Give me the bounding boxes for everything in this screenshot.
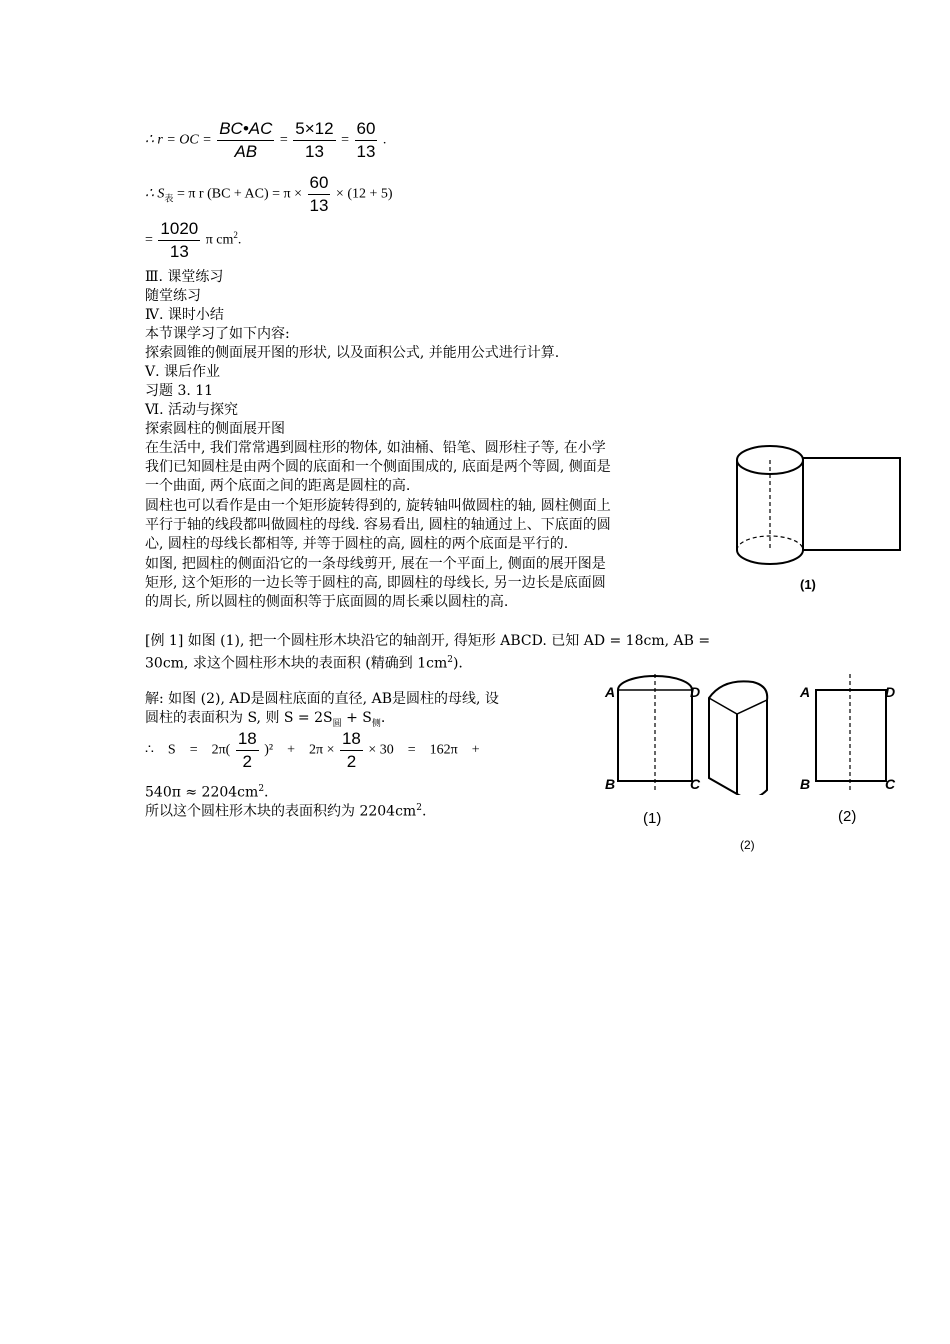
para-line-8: 矩形, 这个矩形的一边长等于圆柱的高, 即圆柱的母线长, 另一边长是底面圆 — [145, 575, 606, 591]
cylinder-unroll-figure — [733, 440, 913, 570]
example-line-2 — [145, 651, 463, 673]
figure-2-sub2-label: (2) — [838, 808, 857, 825]
sol2sub1: 圆 — [332, 718, 342, 729]
point-D-left: D — [690, 684, 701, 700]
practice-line: 随堂练习 — [145, 288, 201, 304]
r-frac3-den: 13 — [356, 142, 376, 161]
eq-sign: = — [279, 132, 288, 148]
r-frac1-den: AB — [234, 142, 258, 161]
sol3-frac2-den: 2 — [346, 752, 357, 771]
example-line-2b: ). — [452, 655, 463, 672]
para-line-3: 一个曲面, 两个底面之间的距离是圆柱的高. — [145, 478, 411, 494]
r-frac2-num: 5×12 — [293, 118, 335, 141]
section-4-heading: Ⅳ. 课时小结 — [145, 307, 224, 323]
r-frac1 — [217, 118, 274, 163]
sol3-frac1-den: 2 — [242, 752, 253, 771]
sol4b: . — [264, 784, 269, 801]
explore-title: 探索圆柱的侧面展开图 — [145, 421, 285, 437]
example-sup: 2 — [447, 655, 453, 665]
point-B-left: B — [605, 776, 616, 792]
r-prefix: ∴ r = OC = — [145, 132, 212, 148]
sol3b: )² + 2π × — [264, 742, 335, 758]
solution-line-3 — [145, 728, 480, 773]
r-frac3 — [355, 118, 378, 163]
sol3c: × 30 = 162π + — [368, 742, 480, 758]
eq-sign: = — [341, 132, 349, 148]
sol3-frac1 — [236, 728, 259, 773]
figure-1-label: (1) — [800, 577, 816, 592]
r-frac3-num: 60 — [355, 118, 378, 141]
s-formula — [145, 172, 393, 217]
r-frac2 — [293, 118, 335, 163]
point-D-right: D — [885, 684, 896, 700]
period: . — [382, 132, 387, 148]
res-prefix: = — [145, 232, 153, 248]
para-line-5: 平行于轴的线段都叫做圆柱的母线. 容易看出, 圆柱的轴通过上、下底面的圆 — [145, 517, 611, 533]
res-sup: 2 — [233, 230, 238, 241]
para-line-6: 心, 圆柱的母线长都相等, 并等于圆柱的高, 圆柱的两个底面是平行的. — [145, 536, 569, 552]
rectangle-abcd-figure — [808, 670, 888, 795]
sol5b: . — [421, 803, 427, 820]
sol2a: 圆柱的表面积为 S, 则 S = 2S — [145, 710, 333, 726]
solution-line-1: 解: 如图 (2), AD是圆柱底面的直径, AB是圆柱的母线, 设 — [145, 691, 499, 707]
sol2c: . — [380, 710, 386, 726]
s-frac-den: 13 — [309, 196, 329, 215]
point-C-left: C — [690, 776, 701, 792]
para-line-2: 我们已知圆柱是由两个圆的底面和一个侧面围成的, 底面是两个等圆, 侧面是 — [145, 459, 611, 475]
figure-2-sub1-label: (1) — [643, 810, 662, 827]
example-line-1: [例 1] 如图 (1), 把一个圆柱形木块沿它的轴剖开, 得矩形 ABCD. 已知 AD = 18cm, AB = — [145, 633, 711, 649]
sol5sup: 2 — [416, 803, 422, 813]
sol5a: 所以这个圆柱形木块的表面积约为 2204cm — [145, 803, 417, 820]
s-mid: = π r (BC + AC) = π × — [176, 186, 302, 202]
s-prefix: ∴ S — [145, 186, 165, 202]
s-suffix: × (12 + 5) — [335, 186, 393, 202]
para-line-4: 圆柱也可以看作是由一个矩形旋转得到的, 旋转轴叫做圆柱的轴, 圆柱侧面上 — [145, 498, 611, 514]
summary-content: 探索圆锥的侧面展开图的形状, 以及面积公式, 并能用公式进行计算. — [145, 345, 560, 361]
sol3-frac2-num: 18 — [340, 728, 363, 751]
homework-line: 习题 3. 11 — [145, 383, 214, 399]
solution-line-5 — [145, 799, 426, 821]
sol4sup: 2 — [258, 784, 265, 794]
s-frac — [308, 172, 331, 217]
point-B-right: B — [800, 776, 811, 792]
point-C-right: C — [885, 776, 896, 792]
r-frac2-den: 13 — [304, 142, 324, 161]
para-line-9: 的周长, 所以圆柱的侧面积等于底面圆的周长乘以圆柱的高. — [145, 594, 509, 610]
r-frac1-num: BC•AC — [217, 118, 274, 141]
section-3-heading: Ⅲ. 课堂练习 — [145, 269, 224, 285]
section-6-heading: Ⅵ. 活动与探究 — [145, 402, 238, 418]
res-suffix: π cm — [205, 232, 234, 248]
result-formula — [145, 218, 241, 263]
s-frac-num: 60 — [308, 172, 331, 195]
cylinder-section-figure — [603, 670, 773, 795]
point-A-left: A — [605, 684, 616, 700]
sol2b: + S — [341, 710, 372, 726]
res-end: . — [237, 232, 242, 248]
res-frac-num: 1020 — [158, 218, 200, 241]
sol3-frac2 — [340, 728, 363, 773]
para-line-1: 在生活中, 我们常常遇到圆柱形的物体, 如油桶、铅笔、圆形柱子等, 在小学 — [145, 440, 606, 456]
summary-intro: 本节课学习了如下内容: — [145, 326, 290, 342]
example-line-2a: 30cm, 求这个圆柱形木块的表面积 (精确到 1cm — [145, 655, 448, 672]
r-formula — [145, 118, 386, 163]
figure-2-label: (2) — [740, 838, 755, 852]
sol4a: 540π ≈ 2204cm — [145, 784, 259, 801]
res-frac — [158, 218, 200, 263]
sol2sub2: 侧 — [371, 718, 381, 729]
sol3-frac1-num: 18 — [236, 728, 259, 751]
section-5-heading: Ⅴ. 课后作业 — [145, 364, 221, 380]
sol3a: ∴ S = 2π( — [145, 742, 231, 758]
point-A-right: A — [800, 684, 811, 700]
s-sub: 表 — [164, 193, 174, 204]
para-line-7: 如图, 把圆柱的侧面沿它的一条母线剪开, 展在一个平面上, 侧面的展开图是 — [145, 556, 606, 572]
res-frac-den: 13 — [169, 242, 189, 261]
